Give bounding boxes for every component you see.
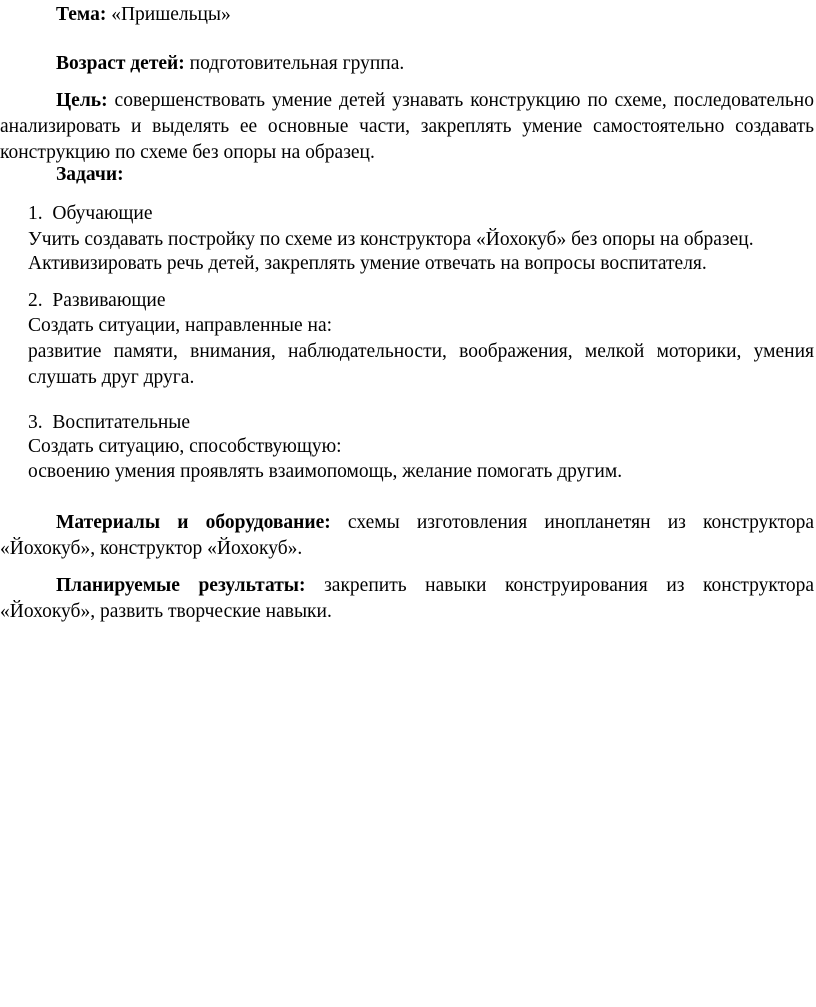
task-2-line-1: Создать ситуации, направленные на: [28,315,333,336]
task-3-line-2: освоению умения проявлять взаимопомощь, желание помогать другим. [28,461,623,482]
topic-label: Тема: [56,4,107,25]
tasks-heading: Задачи: [56,164,124,185]
task-3-line-1: Создать ситуацию, способствующую: [28,436,342,457]
task-1-header [28,201,153,227]
task-3-number: 3. [28,412,43,433]
materials-paragraph [0,510,814,562]
task-2-number: 2. [28,290,43,311]
task-1-line-1: Учить создавать постройку по схеме из конструктора «Йохокуб» без опоры на образец. [28,229,754,250]
task-2-header [28,288,166,314]
age-line [56,51,404,77]
topic-line [56,2,231,28]
task-1-line-2: Активизировать речь детей, закреплять умение отвечать на вопросы воспитателя. [28,253,707,274]
materials-label: Материалы и оборудование: [56,512,331,533]
results-label: Планируемые результаты: [56,575,306,596]
results-paragraph [0,573,814,625]
results-text: закрепить навыки конструирования из конструктора «Йохокуб», развить творческие навыки. [0,575,814,622]
topic-value: «Пришельцы» [106,4,231,25]
task-3-header [28,410,190,436]
materials-text: схемы изготовления инопланетян из конструктора «Йохокуб», конструктор «Йохокуб». [0,512,815,559]
task-2-line-2: развитие памяти, внимания, наблюдательности, воображения, мелкой моторики, умения слушать друг друга. [28,341,814,388]
task-3-title: Воспитательные [52,412,191,433]
task-2-title: Развивающие [52,290,166,311]
age-label: Возраст детей: [56,53,185,74]
task-1-title: Обучающие [52,203,153,224]
goal-label: Цель: [56,90,108,111]
goal-text: совершенствовать умение детей узнавать конструкцию по схеме, последовательно анализировать и выделять ее основные части, закреплять умение самостоятельно создавать конструкцию по схеме без опоры на образец. [0,90,814,163]
age-value: подготовительная группа. [184,53,405,74]
task-1-number: 1. [28,203,43,224]
goal-paragraph [0,88,814,166]
